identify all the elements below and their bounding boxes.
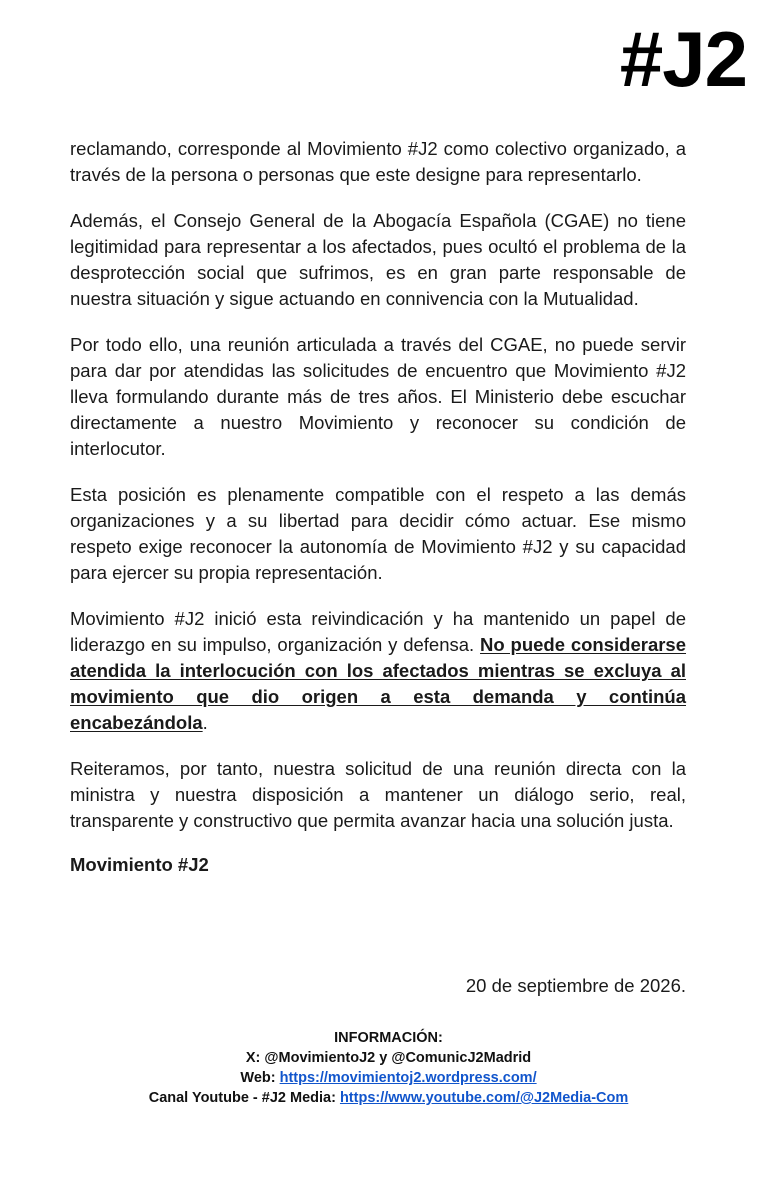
signature: Movimiento #J2 [70,854,209,875]
statement-body [70,136,686,898]
web-label: Web: [240,1070,280,1086]
paragraph-5-end: . [202,712,208,733]
j2-logo: #J2 [619,15,747,103]
paragraph-2: Además, el Consejo General de la Abogacía Española (CGAE) no tiene legitimidad para representar a los afectados, pues ocultó el problema de la desprotección social que sufrimos, es en gran parte responsable de nuestra situación y sigue actuando en connivencia con la Mutualidad. [70,210,686,309]
paragraph-4: Esta posición es plenamente compatible con el respeto a las demás organizaciones y a su libertad para decidir cómo actuar. Ese mismo respeto exige reconocer la autonomía de Movimiento #J2 y su capacidad para ejercer su propia representación. [70,484,686,583]
info-x-line: X: @MovimientoJ2 y @ComunicJ2Madrid [245,1050,532,1066]
web-link[interactable]: https://movimientoj2.wordpress.com/ [279,1070,537,1086]
youtube-label: Canal Youtube - #J2 Media: [148,1090,340,1106]
paragraph-3: Por todo ello, una reunión articulada a través del CGAE, no puede servir para dar por atendidas las solicitudes de encuentro que Movimiento #J2 lleva formulando durante más de tres años. El Ministerio debe escuchar directamente a nuestro Movimiento y reconocer su condición de interlocutor. [70,334,686,459]
info-title: INFORMACIÓN: [334,1030,443,1046]
date: 20 de septiembre de 2026. [465,975,686,996]
info-youtube-line [0,1088,777,1108]
info-web-line [0,1068,777,1088]
paragraph-5 [70,606,686,736]
paragraph-5-emphasis: No puede considerarse atendida la interlocución con los afectados mientras se excluya al movimiento que dio origen a esta demanda y continúa encabezándola [70,634,687,733]
paragraph-1: reclamando, corresponde al Movimiento #J2 como colectivo organizado, a través de la persona o personas que este designe para representarlo. [70,138,686,185]
paragraph-6: Reiteramos, por tanto, nuestra solicitud de una reunión directa con la ministra y nuestra disposición a mantener un diálogo serio, real, transparente y constructivo que permita avanzar hacia una solución justa. [70,758,686,831]
info-footer [0,1028,777,1108]
youtube-link[interactable]: https://www.youtube.com/@J2Media-Com [339,1090,629,1106]
paragraph-5-text: Movimiento #J2 inició esta reivindicación y ha mantenido un papel de liderazgo en su impulso, organización y defensa. [70,608,686,655]
